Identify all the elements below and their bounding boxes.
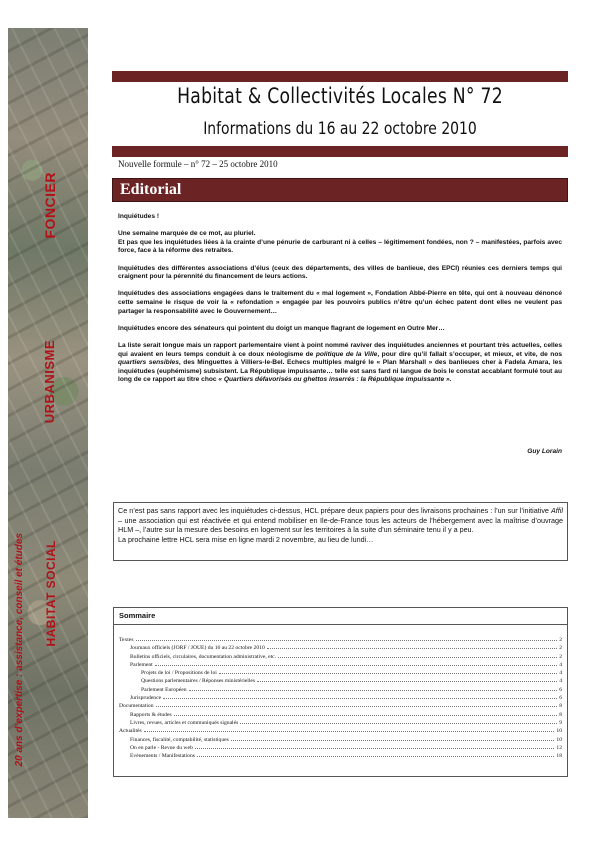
toc-dot-leader bbox=[144, 727, 555, 732]
toc-entry-label: On en parle - Revue du web bbox=[130, 744, 193, 751]
toc-entry[interactable] bbox=[119, 719, 562, 727]
toc-dot-leader bbox=[174, 711, 558, 716]
toc-entry[interactable] bbox=[119, 686, 562, 694]
toc-entry[interactable] bbox=[119, 727, 562, 735]
toc-entry-label: Questions parlementaires / Réponses ministérielles bbox=[141, 678, 256, 685]
toc-entry[interactable] bbox=[119, 669, 562, 677]
toc-entry[interactable] bbox=[119, 644, 562, 652]
editorial-signature: Guy Lorain bbox=[527, 448, 562, 455]
toc-entry[interactable] bbox=[119, 744, 562, 752]
toc-entry-label: Journaux officiels (JORF / JOUE) du 16 au 22 octobre 2010 bbox=[130, 645, 265, 652]
strip-word-foncier: FONCIER bbox=[42, 172, 58, 239]
toc-title: Sommaire bbox=[114, 608, 567, 625]
toc-entry-page: 4 bbox=[559, 661, 562, 668]
editorial-p5-part-b: , pour dire qu’il fallait s’occuper, et mieux, et vite, de nos bbox=[377, 350, 563, 358]
announcement-affil: Affil bbox=[551, 506, 563, 515]
toc-entry-page: 8 bbox=[559, 711, 562, 718]
header-bottom-bar bbox=[112, 146, 568, 157]
toc-entry-label: Parlement bbox=[130, 661, 153, 668]
newsletter-title: Habitat & Collectivités Locales N° 72 bbox=[177, 84, 503, 108]
toc-entry-label: Parlement Européen bbox=[141, 686, 187, 693]
toc-entry-page: 12 bbox=[556, 744, 562, 751]
table-of-contents bbox=[113, 607, 568, 777]
toc-entry-label: Bulletins officiels, circulaires, documentation administrative, etc. bbox=[130, 653, 277, 660]
toc-entry-page: 8 bbox=[559, 703, 562, 710]
strip-word-urbanisme: URBANISME bbox=[42, 340, 57, 424]
issue-formula-line: Nouvelle formule – n° 72 – 25 octobre 2010 bbox=[118, 159, 278, 169]
toc-entry-page: 6 bbox=[559, 695, 562, 702]
newsletter-subtitle: Informations du 16 au 22 octobre 2010 bbox=[203, 119, 477, 139]
toc-entry[interactable] bbox=[119, 636, 562, 644]
editorial-p5-emphasis-3: « Quartiers défavorisés ou ghettos inserrés : la République impuissante ». bbox=[218, 376, 452, 384]
strip-tagline: 20 ans d’expertise : assistance, conseil et études bbox=[14, 533, 25, 767]
toc-entry-page: 9 bbox=[559, 719, 562, 726]
toc-entry-label: Jurisprudence bbox=[130, 695, 162, 702]
editorial-paragraph-5 bbox=[118, 342, 562, 385]
editorial-paragraph-2: Inquiétudes des différentes associations d’élus (ceux des départements, des villes de banlieue, des EPCI) réunies ces derniers temps qui craignent pour la pérennité du financement de leurs actions. bbox=[118, 264, 562, 281]
toc-entry-label: Finances, fiscalité, comptabilité, statistiques bbox=[130, 736, 229, 743]
announcement-next-issue: La prochaine lettre HCL sera mise en ligne mardi 2 novembre, au lieu de lundi… bbox=[118, 534, 374, 544]
toc-dot-leader bbox=[267, 644, 557, 649]
toc-entry-page: 6 bbox=[559, 686, 562, 693]
editorial-paragraph-3: Inquiétudes des associations engagées dans le traitement du « mal logement », Fondation Abbé-Pierre en tête, qui ont à nouveau dénoncé cette semaine le risque de voir la « refondation » engagée par les pouvoirs publics n’être qu’un échec patent dont elles ne veulent pas partager la responsabilité avec le Gouvernement… bbox=[118, 290, 562, 315]
editorial-paragraph-1 bbox=[118, 230, 562, 256]
editorial-heading: Editorial bbox=[120, 181, 182, 198]
toc-dot-leader bbox=[219, 669, 557, 674]
announcement-text-a: Ce n’est pas sans rapport avec les inquiétudes ci-dessus, HCL prépare deux papiers pour des livraisons prochaines : l’un sur l’initiative bbox=[118, 506, 552, 515]
editorial-p5-emphasis-2: quartiers sensibles bbox=[118, 359, 179, 367]
toc-entry-label: Documentation bbox=[119, 703, 154, 710]
toc-entry-label: Evènements / Manifestations bbox=[130, 753, 195, 760]
toc-entry[interactable] bbox=[119, 653, 562, 661]
editorial-paragraph-4: Inquiétudes encore des sénateurs qui pointent du doigt un manque flagrant de logement en Outre Mer… bbox=[118, 324, 445, 332]
toc-entry[interactable] bbox=[119, 661, 562, 669]
editorial-intro: Inquiétudes ! bbox=[118, 213, 160, 220]
toc-dot-leader bbox=[278, 653, 557, 658]
toc-entry-label: Rapports & études bbox=[130, 711, 172, 718]
announcement-text-b: – une association qui est réactivée et qui entend mobiliser en Ile-de-France tous les acteurs de l’hébergement avec la maîtrise d’ouvrage HLM –, l’autre sur la mesure des besoins en logement sur les territoires à la suite d’un séminaire tenu il y a peu. bbox=[118, 515, 563, 535]
toc-entry-label: Livres, revues, articles et communiqués signalés bbox=[130, 719, 239, 726]
toc-entry-page: 2 bbox=[559, 637, 562, 643]
toc-dot-leader bbox=[163, 694, 557, 699]
toc-entry-label: Actualités bbox=[119, 728, 142, 735]
editorial-p5-part-a: La liste serait longue mais un rapport parlementaire vient à point nommé raviver des inquiétudes anciennes et pourtant très actuelles, celles qui avaient en leurs temps conduit à ce doux néologisme de bbox=[118, 341, 562, 358]
editorial-banner bbox=[112, 178, 568, 202]
toc-entry-label: Textes bbox=[119, 637, 134, 643]
toc-entry-page: 2 bbox=[559, 645, 562, 652]
editorial-body bbox=[118, 213, 562, 393]
toc-entry-page: 2 bbox=[559, 653, 562, 660]
toc-entry[interactable] bbox=[119, 677, 562, 685]
toc-dot-leader bbox=[257, 677, 557, 682]
strip-word-habitat-social: HABITAT SOCIAL bbox=[44, 540, 58, 647]
toc-entry[interactable] bbox=[119, 711, 562, 719]
aerial-photo-strip bbox=[8, 28, 88, 818]
toc-entry[interactable] bbox=[119, 752, 562, 760]
toc-entry[interactable] bbox=[119, 736, 562, 744]
editorial-p5-part-c: , des Minguettes à Villiers-le-Bel. Echecs multiples malgré le « Plan Marshall » des banlieues cher à Fadela Amara, les inquiétudes (euphémisme) subsistent. La République impuissante… telle est sans fard ni langue de bois le constat accablant formulé tout au long de ce rapport au titre choc bbox=[118, 359, 563, 384]
toc-entry-page: 10 bbox=[556, 736, 562, 743]
toc-entry[interactable] bbox=[119, 702, 562, 710]
editorial-p1-line2: Et pas que les inquiétudes liées à la crainte d’une pénurie de carburant ni à celles – légitimement fondées, non ? – manifestées, parfois avec force, face à la réforme des retraites. bbox=[118, 238, 562, 255]
toc-dot-leader bbox=[155, 661, 558, 666]
toc-entry[interactable] bbox=[119, 694, 562, 702]
toc-dot-leader bbox=[231, 736, 555, 741]
toc-dot-leader bbox=[195, 744, 555, 749]
toc-dot-leader bbox=[156, 702, 558, 707]
toc-dot-leader bbox=[197, 752, 554, 757]
toc-entry-label: Projets de loi / Propositions de loi bbox=[141, 670, 217, 677]
toc-entry-page: 4 bbox=[559, 670, 562, 677]
editorial-p5-emphasis-1: politique de la Ville bbox=[315, 350, 378, 358]
editorial-p1-line1: Une semaine marquée de ce mot, au pluriel. bbox=[118, 230, 256, 238]
toc-dot-leader bbox=[240, 719, 557, 724]
toc-list bbox=[114, 625, 567, 760]
toc-entry-page: 10 bbox=[556, 728, 562, 735]
toc-dot-leader bbox=[189, 686, 558, 691]
toc-entry-page: 18 bbox=[556, 753, 562, 760]
toc-entry-page: 4 bbox=[559, 678, 562, 685]
announcement-box bbox=[113, 502, 568, 561]
header-top-bar bbox=[112, 71, 568, 82]
toc-dot-leader bbox=[136, 636, 558, 641]
